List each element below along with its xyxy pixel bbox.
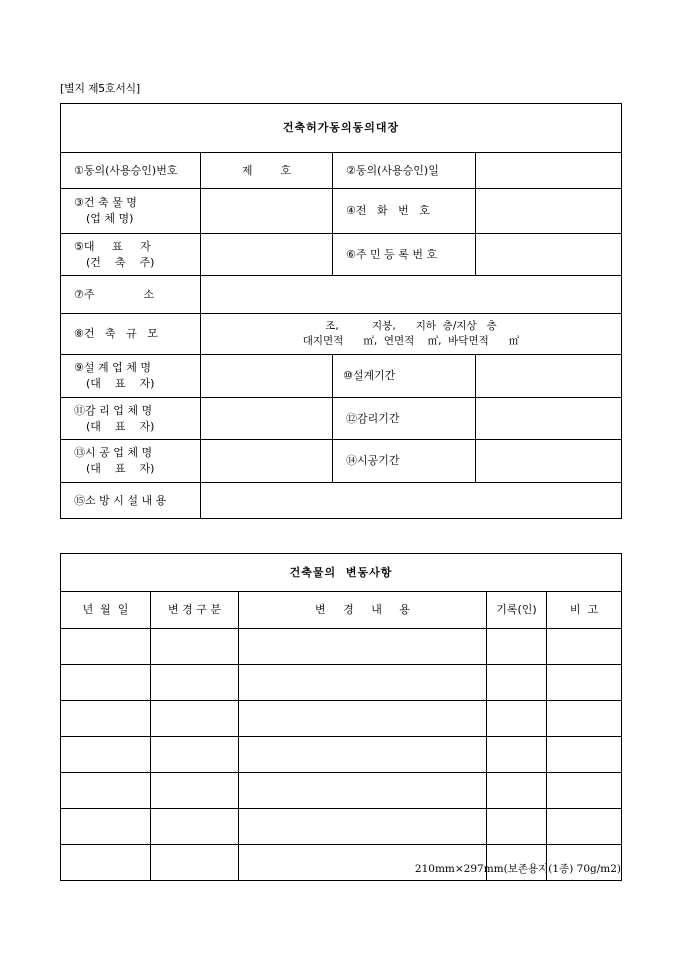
building-name-field[interactable] [201, 189, 333, 234]
construction-firm-label [61, 440, 201, 483]
representative-label [61, 234, 201, 276]
cell-remarks[interactable] [547, 773, 622, 809]
cell-change-content[interactable] [239, 773, 487, 809]
cell-change-content[interactable] [239, 665, 487, 701]
cell-change-content[interactable] [239, 809, 487, 845]
resident-no-label: ⑥주 민 등 록 번 호 [333, 234, 476, 276]
design-firm-field[interactable] [201, 355, 333, 398]
cell-change-content[interactable] [239, 737, 487, 773]
cell-change-content[interactable] [239, 629, 487, 665]
table-row [61, 809, 622, 845]
representative-label-line1: ⑤대 표 자 [74, 239, 151, 253]
phone-label: ④전 화 번 호 [333, 189, 476, 234]
scale-line-1: 조, 지붕, 지하 층/지상 층 [325, 319, 497, 332]
address-field[interactable] [201, 276, 622, 314]
cell-date[interactable] [61, 809, 151, 845]
cell-remarks[interactable] [547, 701, 622, 737]
supervision-firm-label-line1: ⑪감 리 업 체 명 [74, 403, 153, 417]
building-name-label-line2: (업 체 명) [86, 212, 134, 225]
cell-date[interactable] [61, 773, 151, 809]
construction-period-field[interactable] [476, 440, 622, 483]
page-title: 건축허가동의동의대장 [61, 104, 622, 153]
cell-record-seal[interactable] [487, 773, 547, 809]
construction-firm-label-line1: ⑬시 공 업 체 명 [74, 446, 153, 460]
cell-date[interactable] [61, 737, 151, 773]
construction-firm-label-line2: (대 표 자) [86, 462, 155, 475]
table-row [61, 773, 622, 809]
registry-table [60, 103, 622, 519]
design-firm-label-line1: ⑨설 계 업 체 명 [74, 361, 151, 375]
resident-no-field[interactable] [476, 234, 622, 276]
design-firm-label [61, 355, 201, 398]
header-date: 년 월 일 [61, 592, 151, 629]
agreement-date-label: ②동의(사용승인)일 [333, 153, 476, 189]
agreement-no-label: ①동의(사용승인)번호 [61, 153, 201, 189]
cell-remarks[interactable] [547, 809, 622, 845]
representative-label-line2: (건 축 주) [86, 255, 155, 269]
cell-remarks[interactable] [547, 629, 622, 665]
header-remarks: 비 고 [547, 592, 622, 629]
building-name-label [61, 189, 201, 234]
supervision-firm-label [61, 398, 201, 440]
supervision-period-field[interactable] [476, 398, 622, 440]
changes-header-row [61, 592, 622, 629]
cell-change-type[interactable] [151, 629, 239, 665]
cell-date[interactable] [61, 665, 151, 701]
construction-firm-field[interactable] [201, 440, 333, 483]
table-row [61, 737, 622, 773]
cell-record-seal[interactable] [487, 629, 547, 665]
supervision-period-label: ⑫감리기간 [333, 398, 476, 440]
cell-record-seal[interactable] [487, 809, 547, 845]
supervision-firm-field[interactable] [201, 398, 333, 440]
agreement-no-field[interactable]: 제 호 [201, 153, 333, 189]
cell-remarks[interactable] [547, 665, 622, 701]
changes-table [60, 553, 622, 881]
header-record-seal: 기록(인) [487, 592, 547, 629]
form-number-label: [별지 제5호서식] [60, 82, 140, 95]
cell-change-type[interactable] [151, 701, 239, 737]
cell-date[interactable] [61, 701, 151, 737]
cell-change-type[interactable] [151, 845, 239, 881]
cell-change-type[interactable] [151, 773, 239, 809]
fire-facility-field[interactable] [201, 483, 622, 519]
cell-date[interactable] [61, 629, 151, 665]
agreement-date-field[interactable] [476, 153, 622, 189]
scale-label: ⑧건 축 규 모 [61, 314, 201, 355]
scale-field[interactable] [201, 314, 622, 355]
paper-spec-footer: 210mm×297mm(보존용지(1종) 70g/m2) [414, 863, 621, 875]
header-change-type: 변 경 구 분 [151, 592, 239, 629]
header-change-content: 변 경 내 용 [239, 592, 487, 629]
cell-record-seal[interactable] [487, 665, 547, 701]
design-period-label: ⑩설계기간 [333, 355, 476, 398]
table-row [61, 701, 622, 737]
cell-change-type[interactable] [151, 737, 239, 773]
construction-period-label: ⑭시공기간 [333, 440, 476, 483]
scale-line-2: 대지면적 ㎡, 연면적 ㎡, 바닥면적 ㎡ [302, 335, 520, 347]
design-period-field[interactable] [476, 355, 622, 398]
cell-remarks[interactable] [547, 737, 622, 773]
table-row [61, 629, 622, 665]
supervision-firm-label-line2: (대 표 자) [86, 419, 155, 433]
cell-change-type[interactable] [151, 809, 239, 845]
representative-field[interactable] [201, 234, 333, 276]
table-row [61, 665, 622, 701]
address-label: ⑦주 소 [61, 276, 201, 314]
cell-change-type[interactable] [151, 665, 239, 701]
cell-date[interactable] [61, 845, 151, 881]
building-name-label-line1: ③건 축 물 명 [74, 196, 137, 210]
cell-change-content[interactable] [239, 701, 487, 737]
phone-field[interactable] [476, 189, 622, 234]
fire-facility-label: ⑮소 방 시 설 내 용 [61, 483, 201, 519]
changes-title: 건축물의 변동사항 [61, 554, 622, 592]
cell-record-seal[interactable] [487, 701, 547, 737]
design-firm-label-line2: (대 표 자) [86, 377, 155, 390]
cell-record-seal[interactable] [487, 737, 547, 773]
